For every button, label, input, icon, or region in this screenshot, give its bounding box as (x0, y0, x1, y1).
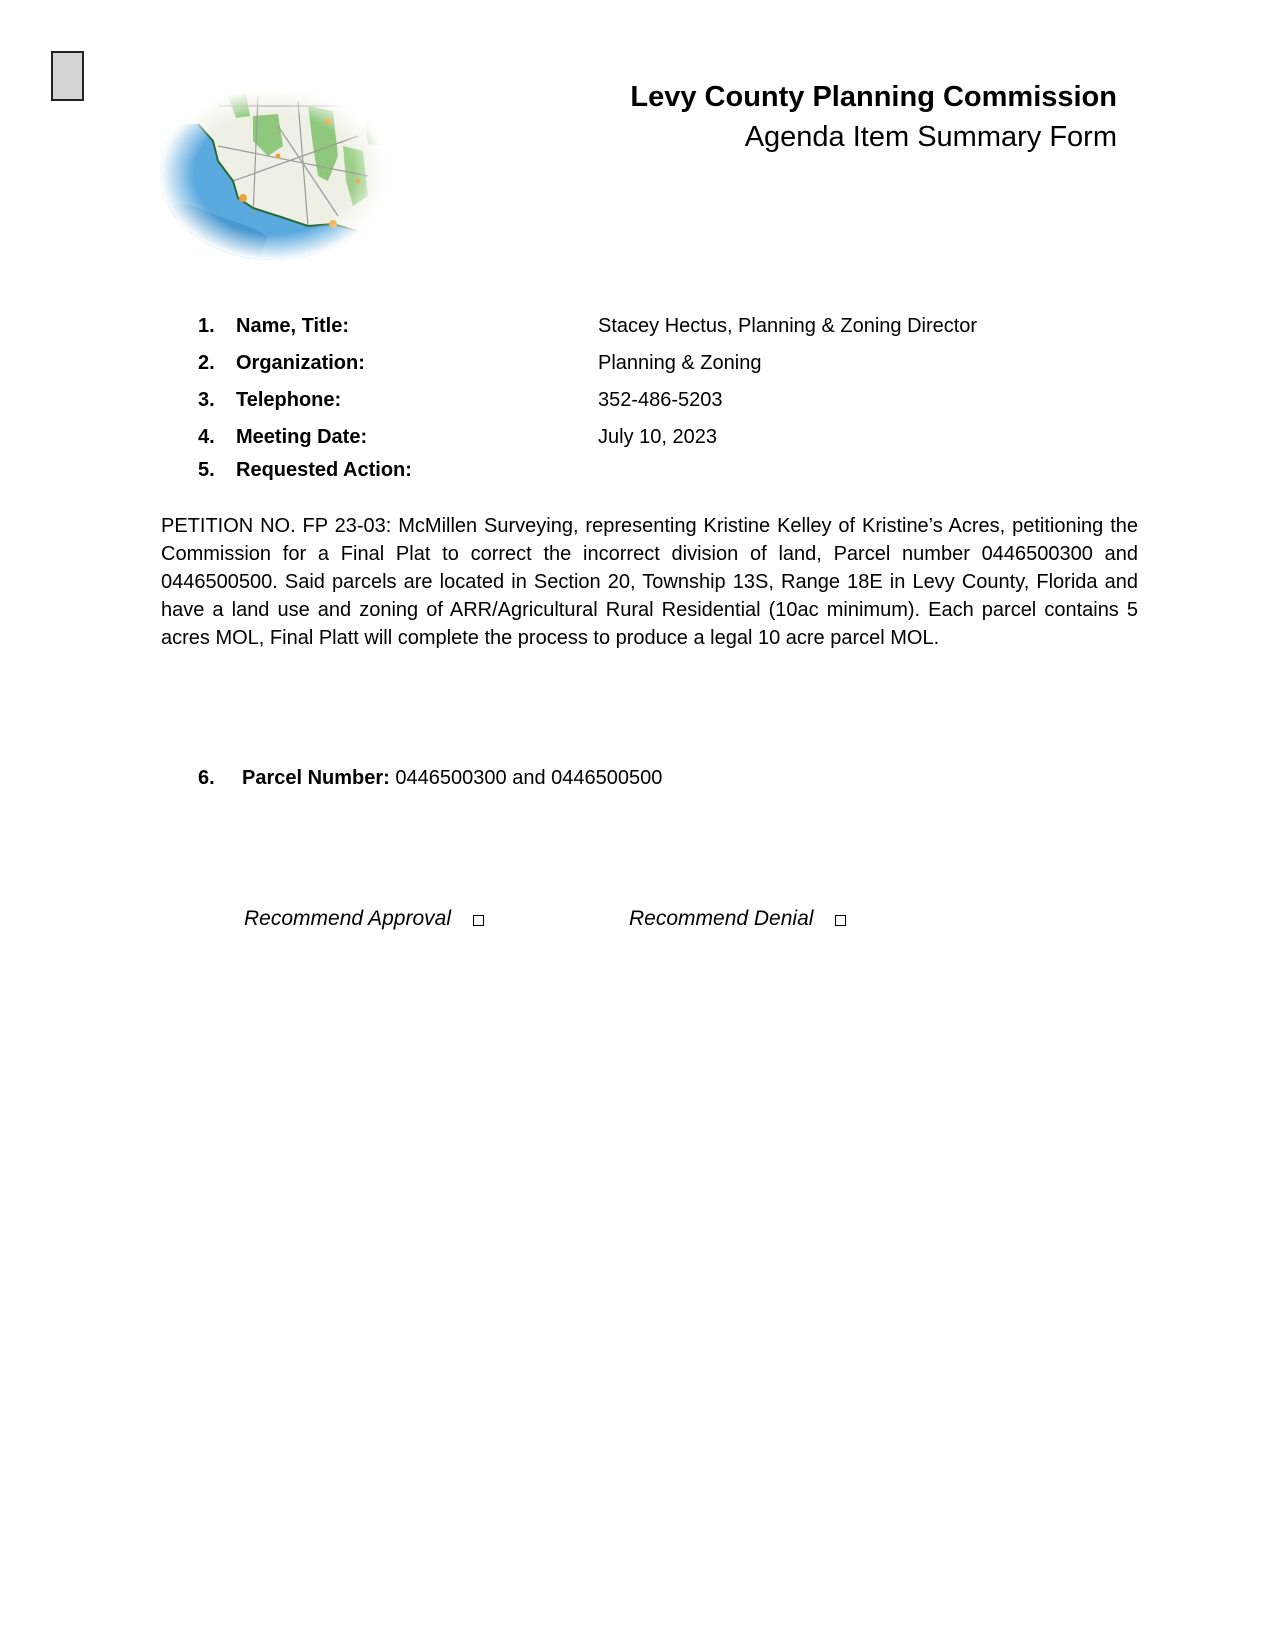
field-name-title (198, 314, 349, 338)
field-number: 5. (198, 459, 215, 481)
field-value-name-title: Stacey Hectus, Planning & Zoning Director (598, 315, 978, 337)
field-value-telephone: 352-486-5203 (598, 389, 723, 411)
field-label: Requested Action: (236, 459, 412, 481)
organization-name: Levy County Planning Commission (630, 81, 1117, 113)
parcel-number-value: 0446500300 and 0446500500 (395, 767, 663, 789)
field-number: 6. (198, 767, 215, 789)
field-number: 4. (198, 426, 215, 448)
approval-checkbox-icon[interactable] (473, 915, 484, 926)
recommend-approval-label: Recommend Approval (244, 907, 451, 930)
document-header (630, 78, 1117, 158)
field-requested-action (198, 458, 412, 482)
field-meeting-date (198, 425, 367, 449)
petition-description: PETITION NO. FP 23-03: McMillen Surveying, representing Kristine Kelley of Kristine’s Acres, petitioning the Commission for a Final Plat to correct the incorrect division of land, Parcel number 0446500300 and 0446500500. Said parcels are located in Section 20, Township 13S, Range 18E in Levy County, Florida and have a land use and zoning of ARR/Agricultural Rural Residential (10ac minimum). Each parcel contains 5 acres MOL, Final Platt will complete the process to produce a legal 10 acre parcel MOL. (161, 515, 1138, 649)
placeholder-box-icon (51, 51, 84, 101)
field-telephone (198, 388, 341, 412)
county-map-logo (158, 86, 390, 262)
field-number: 1. (198, 315, 215, 337)
field-value-organization: Planning & Zoning (598, 352, 762, 374)
field-label: Telephone: (236, 389, 342, 411)
field-label: Name, Title: (236, 315, 349, 337)
field-number: 3. (198, 389, 215, 411)
field-organization (198, 351, 365, 375)
field-label: Organization: (236, 352, 365, 374)
denial-checkbox-icon[interactable] (835, 915, 846, 926)
field-number: 2. (198, 352, 215, 374)
recommend-denial-option[interactable] (629, 906, 846, 932)
recommend-denial-label: Recommend Denial (629, 907, 814, 930)
parcel-number-label: Parcel Number: (242, 767, 390, 789)
field-value-meeting-date: July 10, 2023 (598, 426, 717, 448)
field-label: Meeting Date: (236, 426, 368, 448)
recommend-approval-option[interactable] (244, 906, 484, 932)
parcel-number-line (198, 766, 662, 790)
form-title: Agenda Item Summary Form (744, 121, 1117, 153)
